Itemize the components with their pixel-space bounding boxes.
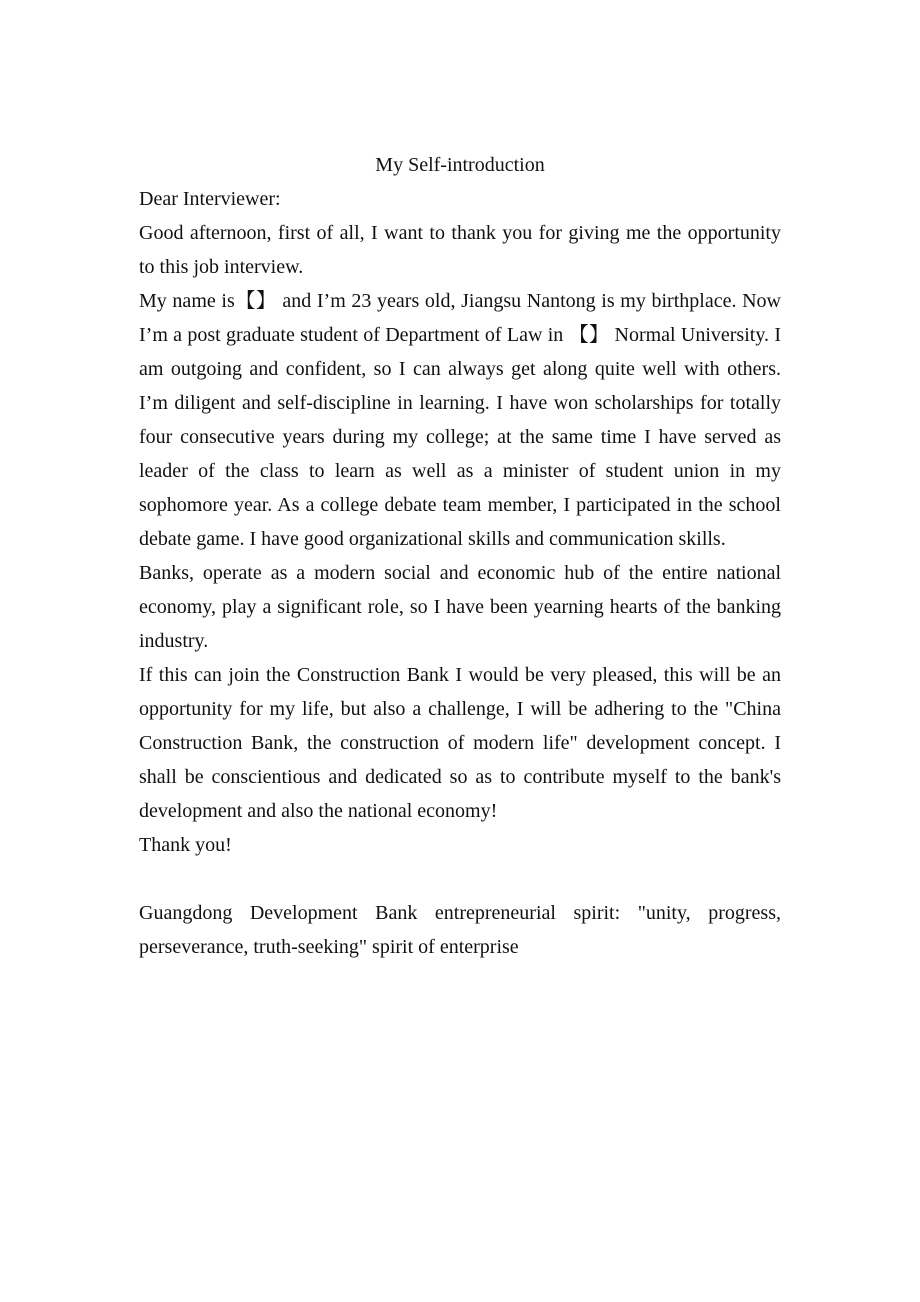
paragraph-greeting: Good afternoon, first of all, I want to thank you for giving me the opportunity to this job interview.	[139, 222, 781, 278]
paragraph-construction-bank: If this can join the Construction Bank I would be very pleased, this will be an opportunity for my life, but also a challenge, I will be adhering to the "China Construction Bank, the construction of modern life" development concept. I shall be conscientious and dedicated so as to contribute myself to the bank's development and also the national economy!	[139, 664, 781, 822]
paragraph-footer: Guangdong Development Bank entrepreneurial spirit: "unity, progress, perseverance, truth-seeking" spirit of enterprise	[139, 902, 781, 958]
document-body	[139, 148, 781, 964]
salutation: Dear Interviewer:	[139, 188, 281, 210]
closing: Thank you!	[139, 834, 232, 856]
paragraph-banking: Banks, operate as a modern social and economic hub of the entire national economy, play a significant role, so I have been yearning hearts of the banking industry.	[139, 562, 781, 652]
paragraph-background: My name is【】 and I’m 23 years old, Jiangsu Nantong is my birthplace. Now I’m a post graduate student of Department of Law in 【】 Normal University. I am outgoing and confident, so I can always get along quite well with others. I’m diligent and self-discipline in learning. I have won scholarships for totally four consecutive years during my college; at the same time I have served as leader of the class to learn as well as a minister of student union in my sophomore year. As a college debate team member, I participated in the school debate game. I have good organizational skills and communication skills.	[139, 290, 781, 550]
blank-line	[139, 862, 781, 896]
document-title: My Self-introduction	[375, 154, 545, 176]
